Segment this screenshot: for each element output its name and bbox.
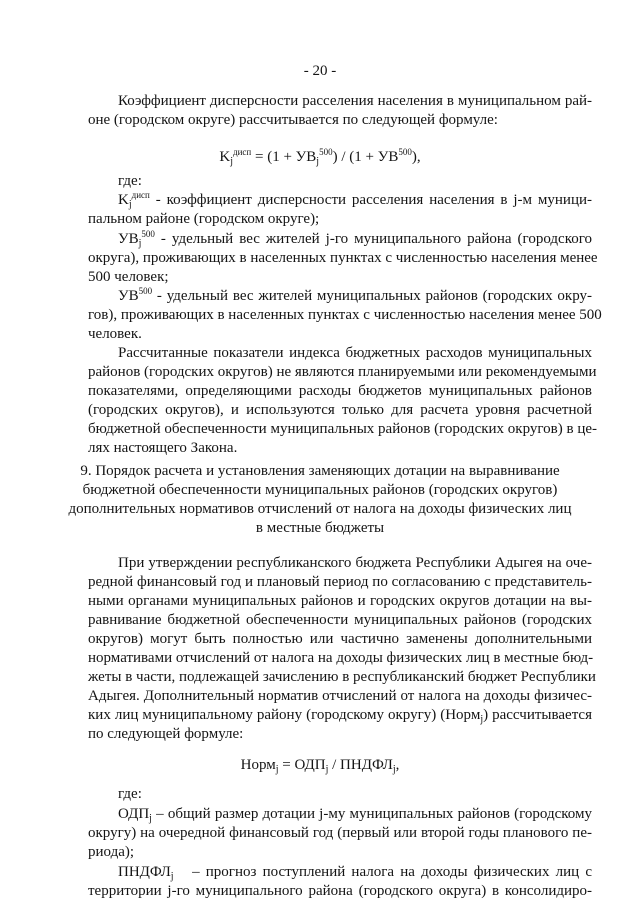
intro-line-1: Коэффициент дисперсности расселения населения в муниципальном рай-	[118, 93, 592, 109]
where-label-2: где:	[118, 786, 142, 802]
section-title-line-4: в местные бюджеты	[255, 520, 385, 536]
def-pndfl-line-1: $ПНДФЛ_j$ – прогноз поступлений налога на доходы физических лиц с	[118, 864, 592, 882]
section-title-line-1: 9. Порядок расчета и установления заменяющих дотации на выравнивание	[80, 463, 560, 479]
section-title-line-2: бюджетной обеспеченности муниципальных районов (городских округов)	[82, 482, 558, 498]
para-main-line-7: жеты в части, подлежащей зачислению в республиканский бюджет Республики	[88, 669, 596, 685]
def-uvj-line-3: 500 человек;	[88, 269, 169, 285]
def-uv-line-3: человек.	[88, 326, 142, 342]
para-calc-line-6: лях настоящего Закона.	[88, 440, 238, 456]
def-uvj-line-2: округа), проживающих в населенных пунктах с численностью населения менее	[88, 250, 598, 266]
para-main-line-3: ными органами муниципальных районов и городских округов дотации на вы-	[88, 593, 592, 609]
para-calc-line-3: показателями, определяющими расходы бюджетов муниципальных районов	[88, 383, 592, 399]
def-kdisp-line-1: $K_j^{дисп}$ - коэффициент дисперсности расселения населения в j-м муници-	[118, 190, 592, 210]
def-odp-line-1: $ОДП_j$ – общий размер дотации j-му муниципальных районов (городскому	[118, 806, 592, 824]
where-label-1: где:	[118, 173, 142, 189]
para-calc-line-2: районов (городских округов) не являются планируемыми или рекомендуемыми	[88, 364, 597, 380]
formula-kdisp: $K_j^{дисп} = (1 + УВ_j^{500}) / (1 + УВ^{500})$,	[219, 147, 421, 167]
def-uv-line-1: УВ$^{500}$ - удельный вес жителей муниципальных районов (городских окру-	[118, 286, 592, 304]
def-odp-line-2: округу) на очередной финансовый год (первый или второй годы планового пе-	[88, 825, 592, 841]
para-main-line-10: по следующей формуле:	[88, 726, 244, 742]
para-main-line-1: При утверждении республиканского бюджета Республики Адыгея на оче-	[118, 555, 592, 571]
def-kdisp-line-2: пальном районе (городском округе);	[88, 211, 320, 227]
def-uvj-line-1: $УВ_j^{500}$ - удельный вес жителей j-го муниципального района (городского	[118, 229, 592, 249]
formula-norm: Норм$_j$ = $ОДП_j$ / $ПНДФЛ_j$,	[240, 757, 400, 775]
section-title-line-3: дополнительных нормативов отчислений от налога на доходы физических лиц	[68, 501, 572, 517]
def-odp-line-3: риода);	[88, 844, 135, 860]
para-main-line-9: ких лиц муниципальному району (городскому округу) (Норм$_j$) рассчитывается	[88, 707, 592, 725]
para-main-line-2: редной финансовый год и плановый период по согласованию с представитель-	[88, 574, 592, 590]
para-main-line-4: равнивание бюджетной обеспеченности муниципальных районов (городских	[88, 612, 592, 628]
para-main-line-5: округов) могут быть полностью или частично заменены дополнительными	[88, 631, 592, 647]
para-calc-line-5: бюджетной обеспеченности муниципальных районов (городских округов) в це-	[88, 421, 597, 437]
intro-line-2: оне (городском округе) рассчитывается по следующей формуле:	[88, 112, 498, 128]
def-uv-line-2: гов), проживающих в населенных пунктах с численностью населения менее 500	[88, 307, 602, 323]
para-calc-line-1: Рассчитанные показатели индекса бюджетных расходов муниципальных	[118, 345, 592, 361]
def-pndfl-line-2: территории j-го муниципального района (городского округа) в консолидиро-	[88, 883, 592, 899]
para-main-line-8: Адыгея. Дополнительный норматив отчислений от налога на доходы физичес-	[88, 688, 592, 704]
para-main-line-6: нормативами отчислений от налога на доходы физических лиц в местные бюд-	[88, 650, 594, 666]
para-calc-line-4: (городских округов), и используются только для расчета уровня расчетной	[88, 402, 592, 418]
page-number: - 20 -	[303, 63, 337, 79]
